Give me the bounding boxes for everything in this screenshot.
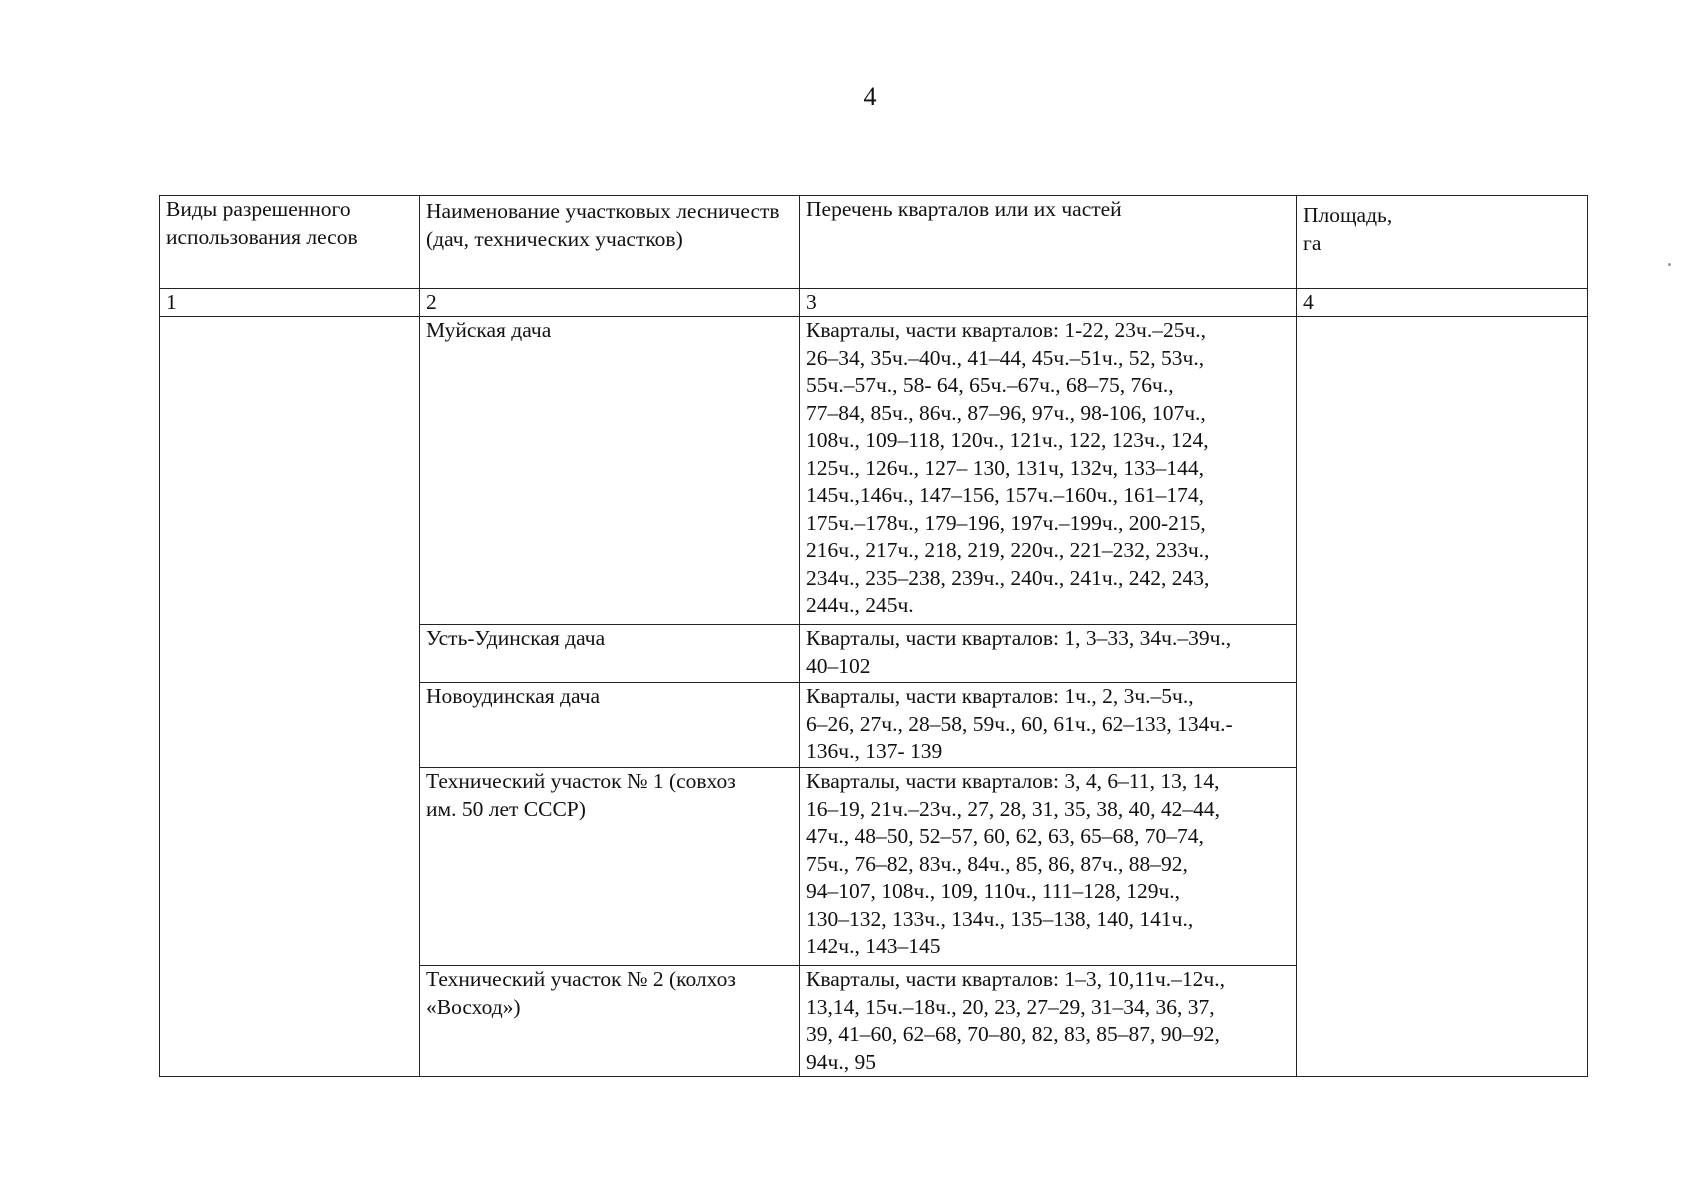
table-row <box>160 317 1588 625</box>
forestry-name-cell: Муйская дача <box>420 317 800 625</box>
quarters-cell: Кварталы, части кварталов: 1ч., 2, 3ч.–5ч., 6–26, 27ч., 28–58, 59ч., 60, 61ч., 62–133, 134ч.- 136ч., 137- 139 <box>800 683 1297 768</box>
quarters-cell: Кварталы, части кварталов: 3, 4, 6–11, 13, 14, 16–19, 21ч.–23ч., 27, 28, 31, 35, 38, 40, 42–44, 47ч., 48–50, 52–57, 60, 62, 63, 65–68, 70–74, 75ч., 76–82, 83ч., 84ч., 85, 86, 87ч., 88–92, 94–107, 108ч., 109, 110ч., 111–128, 129ч., 130–132, 133ч., 134ч., 135–138, 140, 141ч., 142ч., 143–145 <box>800 768 1297 966</box>
column-number-1: 1 <box>160 289 420 317</box>
forestry-name-cell: Технический участок № 1 (совхоз им. 50 лет СССР) <box>420 768 800 966</box>
quarters-cell: Кварталы, части кварталов: 1-22, 23ч.–25ч., 26–34, 35ч.–40ч., 41–44, 45ч.–51ч., 52, 53ч., 55ч.–57ч., 58- 64, 65ч.–67ч., 68–75, 76ч., 77–84, 85ч., 86ч., 87–96, 97ч., 98-106, 107ч., 108ч., 109–118, 120ч., 121ч., 122, 123ч., 124, 125ч., 126ч., 127– 130, 131ч, 132ч, 133–144, 145ч.,146ч., 147–156, 157ч.–160ч., 161–174, 175ч.–178ч., 179–196, 197ч.–199ч., 200-215, 216ч., 217ч., 218, 219, 220ч., 221–232, 233ч., 234ч., 235–238, 239ч., 240ч., 241ч., 242, 243, 244ч., 245ч. <box>800 317 1297 625</box>
forestry-name-cell: Новоудинская дача <box>420 683 800 768</box>
area-cell <box>1297 317 1588 1077</box>
forest-use-type-cell <box>160 317 420 1077</box>
header-area: Площадь, га <box>1297 196 1588 289</box>
header-forestry-names: Наименование участковых лесничеств (дач, технических участков) <box>420 196 800 289</box>
header-forest-use-types: Виды разрешенного использования лесов <box>160 196 420 289</box>
column-number-3: 3 <box>800 289 1297 317</box>
column-number-4: 4 <box>1297 289 1588 317</box>
forestry-name-cell: Усть-Удинская дача <box>420 625 800 683</box>
forest-use-table <box>159 195 1588 1077</box>
table-header-row <box>160 196 1588 289</box>
header-quarters-list: Перечень кварталов или их частей <box>800 196 1297 289</box>
column-number-2: 2 <box>420 289 800 317</box>
quarters-cell: Кварталы, части кварталов: 1, 3–33, 34ч.–39ч., 40–102 <box>800 625 1297 683</box>
column-number-row <box>160 289 1588 317</box>
page-number: 4 <box>863 82 877 111</box>
scan-speck <box>1668 263 1671 266</box>
quarters-cell: Кварталы, части кварталов: 1–3, 10,11ч.–12ч., 13,14, 15ч.–18ч., 20, 23, 27–29, 31–34, 36, 37, 39, 41–60, 62–68, 70–80, 82, 83, 85–87, 90–92, 94ч., 95 <box>800 966 1297 1077</box>
forestry-name-cell: Технический участок № 2 (колхоз «Восход») <box>420 966 800 1077</box>
